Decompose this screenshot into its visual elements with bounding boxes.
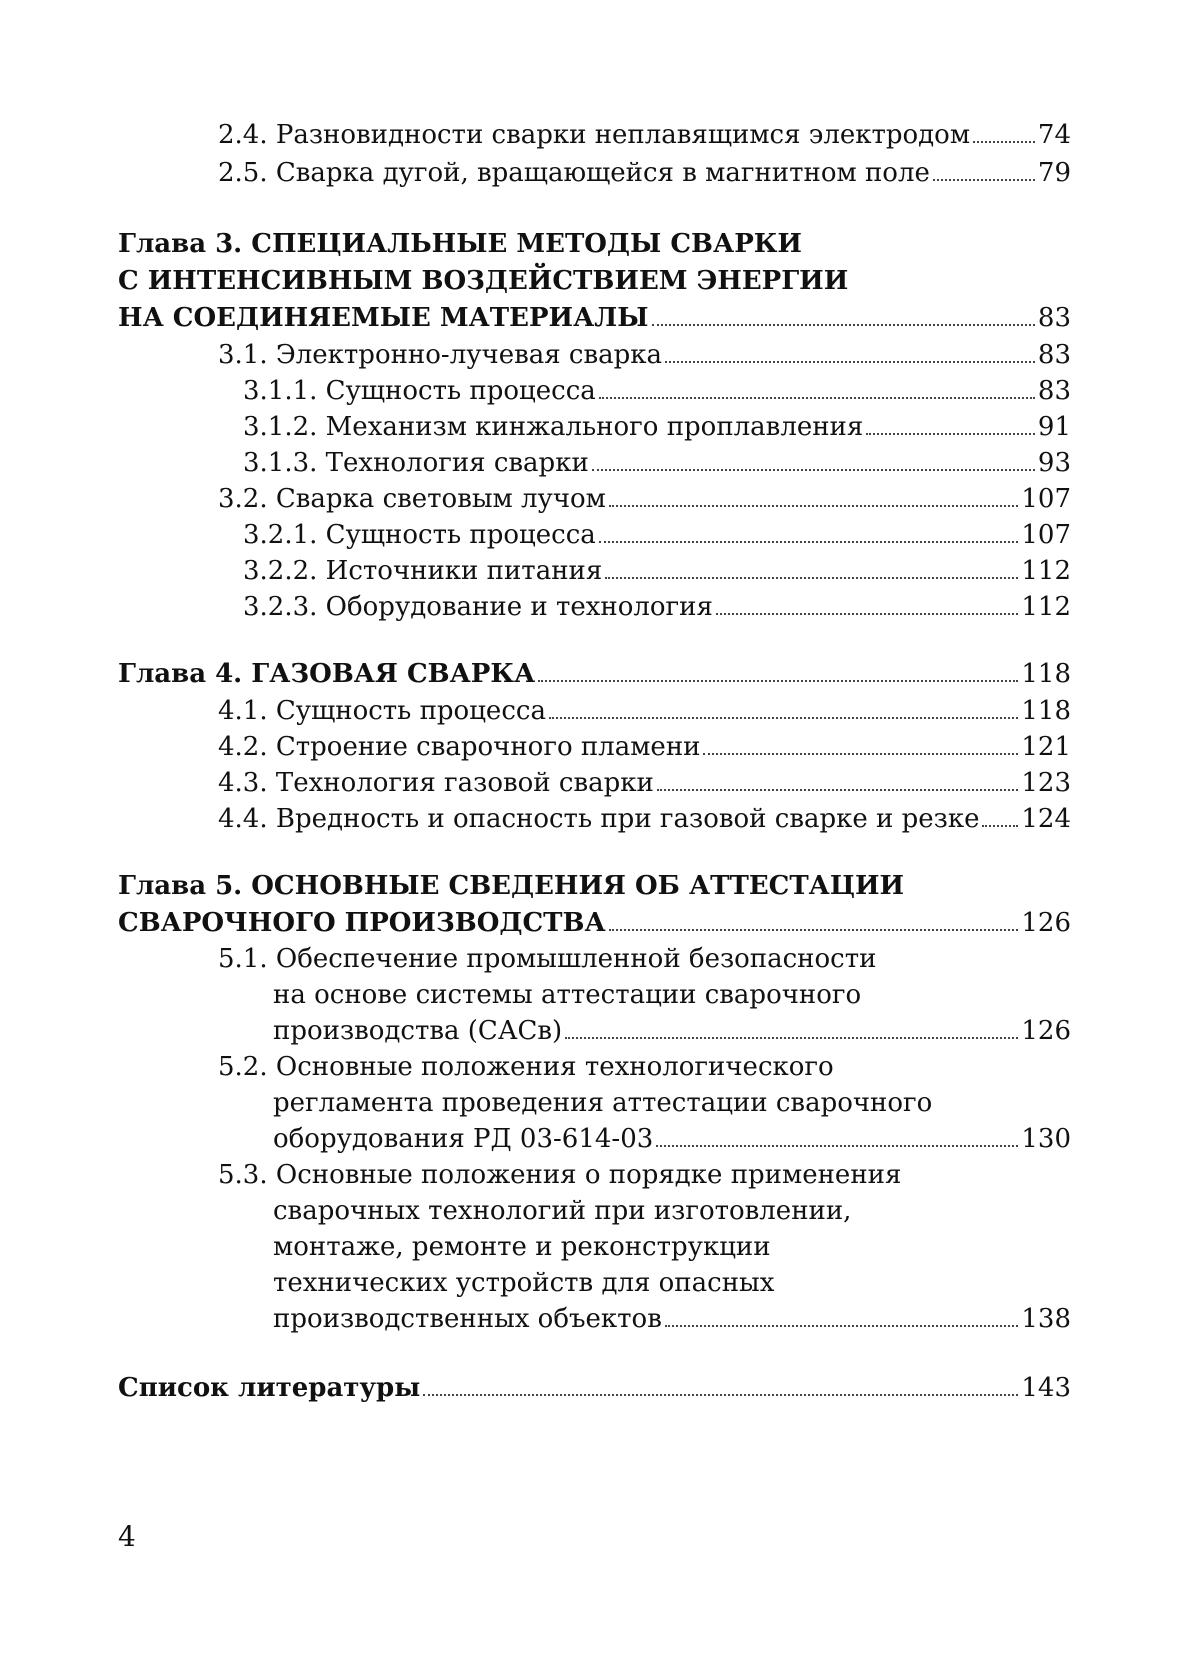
toc-page-number: 74 bbox=[1038, 117, 1071, 153]
dot-leader bbox=[538, 680, 1018, 682]
toc-entry-4-3 bbox=[218, 765, 1071, 801]
toc-entry-title: 4.3. Технология газовой сварки bbox=[218, 765, 654, 801]
toc-entry-title: Список литературы bbox=[118, 1370, 420, 1406]
toc-entry-5-3-line-3: монтаже, ремонте и реконструкции bbox=[273, 1229, 1071, 1265]
toc-page-number: 143 bbox=[1021, 1370, 1071, 1406]
toc-page-number: 124 bbox=[1021, 801, 1071, 837]
toc-entry-title: Глава 4. ГАЗОВАЯ СВАРКА bbox=[118, 656, 535, 692]
toc-entry-title: 4.4. Вредность и опасность при газовой сварке и резке bbox=[218, 801, 979, 837]
toc-entry-5-3-line-4: технических устройств для опасных bbox=[273, 1265, 1071, 1301]
toc-page-number: 93 bbox=[1038, 445, 1071, 481]
toc-entry-title: СВАРОЧНОГО ПРОИЗВОДСТВА bbox=[118, 905, 606, 941]
toc-entry-4-1 bbox=[218, 693, 1071, 729]
dot-leader bbox=[652, 324, 1035, 326]
toc-entry-title: 3.2. Сварка световым лучом bbox=[218, 481, 606, 517]
toc-entry-title: 2.4. Разновидности сварки неплавящимся электродом bbox=[218, 117, 970, 153]
toc-entry-5-2-line-3 bbox=[273, 1121, 1071, 1157]
dot-leader bbox=[656, 1145, 1018, 1147]
toc-entry-5-3-line-2: сварочных технологий при изготовлении, bbox=[273, 1193, 1071, 1229]
chapter-5-heading-line-2 bbox=[118, 905, 1071, 941]
toc-entry-3-1-1 bbox=[243, 373, 1071, 409]
references-entry bbox=[118, 1370, 1071, 1406]
toc-entry-title: 3.2.1. Сущность процесса bbox=[243, 517, 596, 553]
toc-entry-title: 4.1. Сущность процесса bbox=[218, 693, 546, 729]
dot-leader bbox=[866, 433, 1035, 435]
toc-entry-2-4 bbox=[218, 117, 1071, 153]
dot-leader bbox=[599, 397, 1035, 399]
toc-entry-5-2-line-1: 5.2. Основные положения технологического bbox=[218, 1049, 1071, 1085]
toc-entry-3-2-2 bbox=[243, 553, 1071, 589]
toc-page-number: 126 bbox=[1021, 905, 1071, 941]
chapter-5-heading-line-1: Глава 5. ОСНОВНЫЕ СВЕДЕНИЯ ОБ АТТЕСТАЦИИ bbox=[118, 868, 1071, 904]
toc-page-number: 123 bbox=[1021, 765, 1071, 801]
toc-entry-title: 2.5. Сварка дугой, вращающейся в магнитном поле bbox=[218, 155, 930, 191]
toc-entry-5-2-line-2: регламента проведения аттестации сварочного bbox=[273, 1085, 1071, 1121]
toc-entry-title: НА СОЕДИНЯЕМЫЕ МАТЕРИАЛЫ bbox=[118, 300, 649, 336]
chapter-3-heading-line-2: С ИНТЕНСИВНЫМ ВОЗДЕЙСТВИЕМ ЭНЕРГИИ bbox=[118, 263, 1071, 299]
dot-leader bbox=[423, 1394, 1018, 1396]
dot-leader bbox=[609, 929, 1019, 931]
toc-entry-5-1-line-2: на основе системы аттестации сварочного bbox=[273, 977, 1071, 1013]
toc-page-number: 126 bbox=[1021, 1013, 1071, 1049]
toc-page-number: 112 bbox=[1021, 589, 1071, 625]
toc-entry-3-2-1 bbox=[243, 517, 1071, 553]
dot-leader bbox=[665, 1325, 1019, 1327]
toc-entry-title: производства (САСв) bbox=[273, 1013, 562, 1049]
toc-entry-5-1-line-3 bbox=[273, 1013, 1071, 1049]
toc-entry-title: 3.2.2. Источники питания bbox=[243, 553, 602, 589]
toc-entry-5-3-line-5 bbox=[273, 1301, 1071, 1337]
dot-leader bbox=[933, 179, 1035, 181]
toc-entry-3-1 bbox=[218, 337, 1071, 373]
toc-page-number: 138 bbox=[1021, 1301, 1071, 1337]
toc-entry-2-5 bbox=[218, 155, 1071, 191]
dot-leader bbox=[716, 613, 1018, 615]
dot-leader bbox=[599, 541, 1019, 543]
toc-entry-3-1-3 bbox=[243, 445, 1071, 481]
dot-leader bbox=[592, 469, 1035, 471]
toc-entry-title: производственных объектов bbox=[273, 1301, 662, 1337]
dot-leader bbox=[549, 717, 1018, 719]
toc-entry-title: 4.2. Строение сварочного пламени bbox=[218, 729, 700, 765]
dot-leader bbox=[565, 1037, 1018, 1039]
toc-page-number: 83 bbox=[1038, 373, 1071, 409]
page-number: 4 bbox=[118, 1520, 136, 1553]
toc-entry-5-3-line-1: 5.3. Основные положения о порядке применения bbox=[218, 1157, 1071, 1193]
toc-page-number: 130 bbox=[1021, 1121, 1071, 1157]
toc-page-number: 107 bbox=[1021, 481, 1071, 517]
toc-entry-4-4 bbox=[218, 801, 1071, 837]
toc-entry-4-2 bbox=[218, 729, 1071, 765]
toc-page-number: 83 bbox=[1038, 337, 1071, 373]
toc-entry-3-2-3 bbox=[243, 589, 1071, 625]
toc-entry-title: 3.1.3. Технология сварки bbox=[243, 445, 589, 481]
toc-entry-title: 3.2.3. Оборудование и технология bbox=[243, 589, 713, 625]
dot-leader bbox=[982, 825, 1018, 827]
toc-entry-title: оборудования РД 03-614-03 bbox=[273, 1121, 653, 1157]
toc-entry-title: 3.1. Электронно-лучевая сварка bbox=[218, 337, 662, 373]
chapter-3-heading-line-1: Глава 3. СПЕЦИАЛЬНЫЕ МЕТОДЫ СВАРКИ bbox=[118, 226, 1071, 262]
dot-leader bbox=[609, 505, 1018, 507]
dot-leader bbox=[605, 577, 1018, 579]
toc-entry-3-2 bbox=[218, 481, 1071, 517]
toc-page-number: 112 bbox=[1021, 553, 1071, 589]
toc-page-number: 91 bbox=[1038, 409, 1071, 445]
dot-leader bbox=[665, 361, 1035, 363]
chapter-4-heading bbox=[118, 656, 1071, 692]
toc-entry-title: 3.1.1. Сущность процесса bbox=[243, 373, 596, 409]
toc-page-number: 118 bbox=[1021, 656, 1071, 692]
dot-leader bbox=[703, 753, 1018, 755]
chapter-3-heading-line-3 bbox=[118, 300, 1071, 336]
toc-entry-5-1-line-1: 5.1. Обеспечение промышленной безопасности bbox=[218, 941, 1071, 977]
toc-page-number: 79 bbox=[1038, 155, 1071, 191]
toc-page-number: 107 bbox=[1021, 517, 1071, 553]
dot-leader bbox=[973, 141, 1035, 143]
toc-entry-title: 3.1.2. Механизм кинжального проплавления bbox=[243, 409, 863, 445]
toc-page-number: 121 bbox=[1021, 729, 1071, 765]
toc-page-number: 83 bbox=[1038, 300, 1071, 336]
toc-entry-3-1-2 bbox=[243, 409, 1071, 445]
toc-page-number: 118 bbox=[1021, 693, 1071, 729]
dot-leader bbox=[657, 789, 1019, 791]
